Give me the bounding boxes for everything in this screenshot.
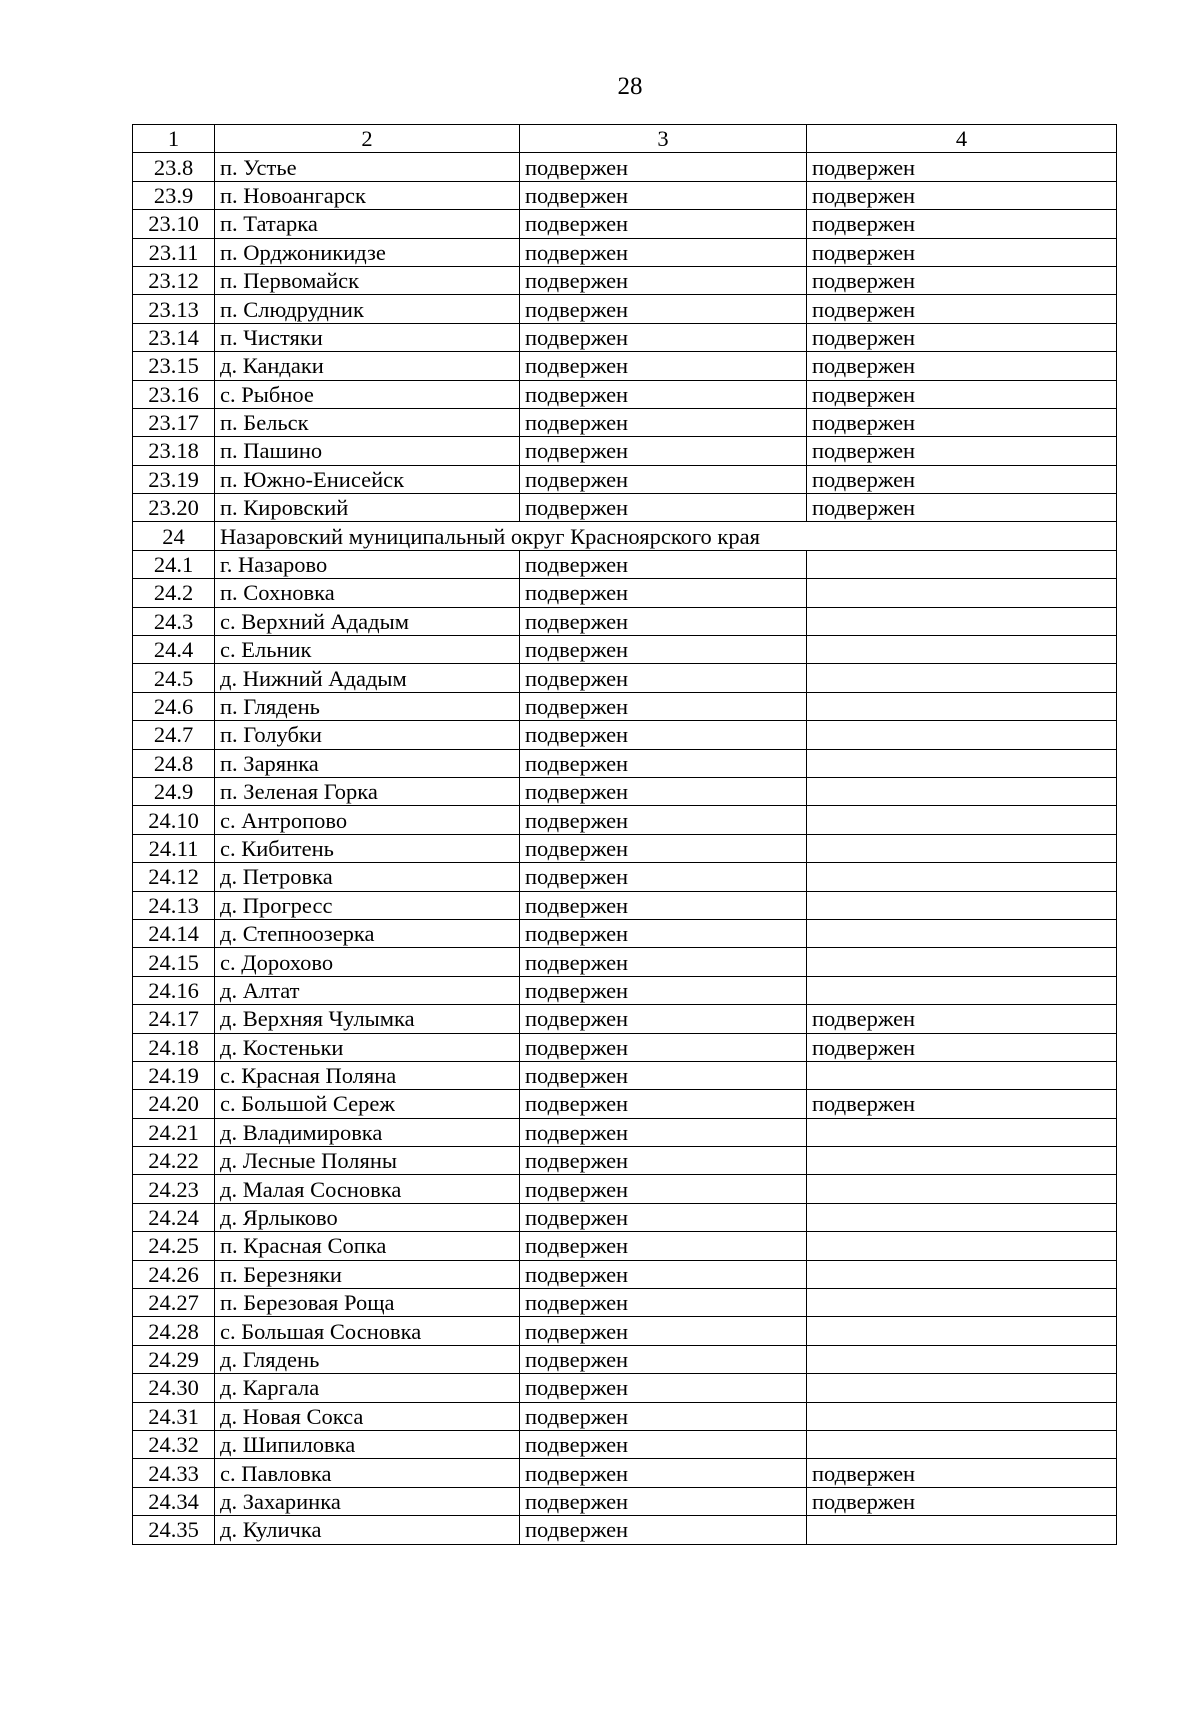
table-row <box>133 1402 1117 1430</box>
settlement-name-cell: д. Ярлыково <box>215 1203 520 1231</box>
settlement-name-cell: д. Глядень <box>215 1345 520 1373</box>
col3-cell: подвержен <box>520 323 807 351</box>
col3-cell: подвержен <box>520 1374 807 1402</box>
col3-cell: подвержен <box>520 749 807 777</box>
settlement-name-cell: д. Лесные Поляны <box>215 1147 520 1175</box>
col4-cell: подвержен <box>807 1459 1117 1487</box>
col3-cell: подвержен <box>520 1147 807 1175</box>
table-row <box>133 607 1117 635</box>
col4-cell: подвержен <box>807 1487 1117 1515</box>
col4-cell <box>807 1402 1117 1430</box>
table-row <box>133 777 1117 805</box>
table-row <box>133 863 1117 891</box>
row-number-cell: 23.15 <box>133 352 215 380</box>
col4-cell: подвержен <box>807 153 1117 181</box>
col4-cell: подвержен <box>807 352 1117 380</box>
row-number-cell: 24.19 <box>133 1061 215 1089</box>
row-number-cell: 23.8 <box>133 153 215 181</box>
col3-cell: подвержен <box>520 295 807 323</box>
col4-cell <box>807 1175 1117 1203</box>
col3-cell: подвержен <box>520 1005 807 1033</box>
row-number-cell: 24.12 <box>133 863 215 891</box>
settlement-name-cell: с. Дорохово <box>215 948 520 976</box>
table-row <box>133 380 1117 408</box>
col3-cell: подвержен <box>520 891 807 919</box>
col4-cell <box>807 777 1117 805</box>
col4-cell <box>807 1430 1117 1458</box>
table-row <box>133 692 1117 720</box>
row-number-cell: 24.18 <box>133 1033 215 1061</box>
col4-cell <box>807 948 1117 976</box>
col3-cell: подвержен <box>520 1033 807 1061</box>
col3-cell: подвержен <box>520 465 807 493</box>
col3-cell: подвержен <box>520 806 807 834</box>
settlement-name-cell: д. Кандаки <box>215 352 520 380</box>
col4-cell: подвержен <box>807 408 1117 436</box>
col4-cell <box>807 1317 1117 1345</box>
col3-cell: подвержен <box>520 266 807 294</box>
col3-cell: подвержен <box>520 550 807 578</box>
settlement-name-cell: п. Новоангарск <box>215 181 520 209</box>
section-row <box>133 522 1117 550</box>
col4-cell <box>807 1147 1117 1175</box>
col4-cell <box>807 1374 1117 1402</box>
row-number-cell: 23.18 <box>133 437 215 465</box>
col3-cell: подвержен <box>520 1402 807 1430</box>
col4-cell <box>807 1345 1117 1373</box>
row-number-cell: 24.33 <box>133 1459 215 1487</box>
settlement-name-cell: д. Прогресс <box>215 891 520 919</box>
col4-cell <box>807 1516 1117 1544</box>
settlement-name-cell: с. Большой Сереж <box>215 1090 520 1118</box>
row-number-cell: 24.26 <box>133 1260 215 1288</box>
settlement-name-cell: д. Куличка <box>215 1516 520 1544</box>
table-row <box>133 1487 1117 1515</box>
row-number-cell: 24.10 <box>133 806 215 834</box>
col4-cell: подвержен <box>807 323 1117 351</box>
row-number-cell: 24.30 <box>133 1374 215 1402</box>
col4-cell: подвержен <box>807 238 1117 266</box>
col3-cell: подвержен <box>520 1430 807 1458</box>
col4-cell <box>807 692 1117 720</box>
table-row <box>133 1061 1117 1089</box>
col3-cell: подвержен <box>520 607 807 635</box>
table-row <box>133 352 1117 380</box>
table-row <box>133 1203 1117 1231</box>
settlement-name-cell: д. Шипиловка <box>215 1430 520 1458</box>
table-row <box>133 919 1117 947</box>
row-number-cell: 24.17 <box>133 1005 215 1033</box>
row-number-cell: 24.2 <box>133 579 215 607</box>
table-row <box>133 408 1117 436</box>
row-number-cell: 24.25 <box>133 1232 215 1260</box>
settlement-name-cell: д. Степноозерка <box>215 919 520 947</box>
col3-cell: подвержен <box>520 1459 807 1487</box>
col4-cell <box>807 1232 1117 1260</box>
col4-cell: подвержен <box>807 494 1117 522</box>
col4-cell <box>807 919 1117 947</box>
settlement-name-cell: п. Сохновка <box>215 579 520 607</box>
row-number-cell: 23.9 <box>133 181 215 209</box>
col4-cell: подвержен <box>807 437 1117 465</box>
settlement-name-cell: д. Верхняя Чулымка <box>215 1005 520 1033</box>
table-row <box>133 891 1117 919</box>
row-number-cell: 24.27 <box>133 1289 215 1317</box>
row-number-cell: 24.20 <box>133 1090 215 1118</box>
row-number-cell: 24.29 <box>133 1345 215 1373</box>
table-row <box>133 948 1117 976</box>
settlement-name-cell: п. Глядень <box>215 692 520 720</box>
row-number-cell: 24 <box>133 522 215 550</box>
settlement-name-cell: п. Орджоникидзе <box>215 238 520 266</box>
row-number-cell: 23.16 <box>133 380 215 408</box>
row-number-cell: 24.15 <box>133 948 215 976</box>
table-row <box>133 153 1117 181</box>
col4-cell <box>807 636 1117 664</box>
row-number-cell: 24.1 <box>133 550 215 578</box>
settlement-name-cell: с. Павловка <box>215 1459 520 1487</box>
settlement-name-cell: с. Рыбное <box>215 380 520 408</box>
settlement-name-cell: д. Алтат <box>215 976 520 1004</box>
settlement-name-cell: д. Нижний Ададым <box>215 664 520 692</box>
col4-cell: подвержен <box>807 1090 1117 1118</box>
row-number-cell: 24.9 <box>133 777 215 805</box>
row-number-cell: 24.23 <box>133 1175 215 1203</box>
table-row <box>133 664 1117 692</box>
table-row <box>133 749 1117 777</box>
row-number-cell: 23.11 <box>133 238 215 266</box>
settlement-name-cell: с. Кибитень <box>215 834 520 862</box>
col4-cell: подвержен <box>807 380 1117 408</box>
col4-cell <box>807 579 1117 607</box>
table-row <box>133 1374 1117 1402</box>
settlement-name-cell: д. Костеньки <box>215 1033 520 1061</box>
table-row <box>133 1430 1117 1458</box>
col3-cell: подвержен <box>520 181 807 209</box>
table-row <box>133 1516 1117 1544</box>
page-number: 28 <box>617 73 643 100</box>
section-title-cell: Назаровский муниципальный округ Красноярского края <box>215 522 1117 550</box>
col3-cell: подвержен <box>520 1317 807 1345</box>
row-number-cell: 23.20 <box>133 494 215 522</box>
row-number-cell: 24.21 <box>133 1118 215 1146</box>
table-row <box>133 1260 1117 1288</box>
table-row <box>133 636 1117 664</box>
col4-cell <box>807 976 1117 1004</box>
col4-cell <box>807 1118 1117 1146</box>
col3-cell: подвержен <box>520 1203 807 1231</box>
col3-cell: подвержен <box>520 579 807 607</box>
table-row <box>133 834 1117 862</box>
col4-cell <box>807 806 1117 834</box>
col4-cell <box>807 1061 1117 1089</box>
settlement-name-cell: п. Зарянка <box>215 749 520 777</box>
settlement-name-cell: п. Татарка <box>215 210 520 238</box>
row-number-cell: 24.14 <box>133 919 215 947</box>
col3-cell: подвержен <box>520 1487 807 1515</box>
table-row <box>133 437 1117 465</box>
table-row <box>133 323 1117 351</box>
settlement-name-cell: д. Захаринка <box>215 1487 520 1515</box>
row-number-cell: 24.16 <box>133 976 215 1004</box>
col4-cell <box>807 1203 1117 1231</box>
col3-cell: подвержен <box>520 238 807 266</box>
settlement-name-cell: п. Березовая Роща <box>215 1289 520 1317</box>
table-row <box>133 238 1117 266</box>
table-row <box>133 1289 1117 1317</box>
col3-cell: подвержен <box>520 380 807 408</box>
row-number-cell: 24.35 <box>133 1516 215 1544</box>
col3-cell: подвержен <box>520 1289 807 1317</box>
table-row <box>133 1090 1117 1118</box>
col4-cell <box>807 664 1117 692</box>
settlement-name-cell: с. Красная Поляна <box>215 1061 520 1089</box>
table-row <box>133 1118 1117 1146</box>
header-cell-3: 3 <box>520 125 807 153</box>
col4-cell: подвержен <box>807 210 1117 238</box>
row-number-cell: 24.22 <box>133 1147 215 1175</box>
row-number-cell: 24.3 <box>133 607 215 635</box>
row-number-cell: 23.19 <box>133 465 215 493</box>
col3-cell: подвержен <box>520 976 807 1004</box>
table-row <box>133 494 1117 522</box>
table-row <box>133 1175 1117 1203</box>
col4-cell <box>807 1260 1117 1288</box>
table-row <box>133 721 1117 749</box>
col3-cell: подвержен <box>520 777 807 805</box>
table-row <box>133 550 1117 578</box>
settlements-table <box>132 124 1117 1545</box>
table-row <box>133 1459 1117 1487</box>
row-number-cell: 24.13 <box>133 891 215 919</box>
col3-cell: подвержен <box>520 636 807 664</box>
col3-cell: подвержен <box>520 948 807 976</box>
row-number-cell: 24.31 <box>133 1402 215 1430</box>
settlement-name-cell: п. Чистяки <box>215 323 520 351</box>
settlement-name-cell: д. Петровка <box>215 863 520 891</box>
settlement-name-cell: г. Назарово <box>215 550 520 578</box>
col3-cell: подвержен <box>520 1090 807 1118</box>
settlement-name-cell: п. Красная Сопка <box>215 1232 520 1260</box>
col3-cell: подвержен <box>520 1232 807 1260</box>
table-row <box>133 806 1117 834</box>
table-row <box>133 295 1117 323</box>
col4-cell: подвержен <box>807 181 1117 209</box>
col3-cell: подвержен <box>520 1260 807 1288</box>
row-number-cell: 24.5 <box>133 664 215 692</box>
col3-cell: подвержен <box>520 1175 807 1203</box>
settlement-name-cell: п. Пашино <box>215 437 520 465</box>
settlement-name-cell: с. Верхний Ададым <box>215 607 520 635</box>
row-number-cell: 23.10 <box>133 210 215 238</box>
header-cell-2: 2 <box>215 125 520 153</box>
table-row <box>133 181 1117 209</box>
header-cell-1: 1 <box>133 125 215 153</box>
col4-cell <box>807 1289 1117 1317</box>
settlement-name-cell: п. Бельск <box>215 408 520 436</box>
table-row <box>133 210 1117 238</box>
col3-cell: подвержен <box>520 1118 807 1146</box>
col4-cell: подвержен <box>807 465 1117 493</box>
col3-cell: подвержен <box>520 919 807 947</box>
col3-cell: подвержен <box>520 1061 807 1089</box>
settlement-name-cell: п. Устье <box>215 153 520 181</box>
col4-cell <box>807 863 1117 891</box>
col3-cell: подвержен <box>520 692 807 720</box>
row-number-cell: 23.14 <box>133 323 215 351</box>
table-body <box>133 153 1117 1544</box>
settlement-name-cell: д. Малая Сосновка <box>215 1175 520 1203</box>
settlement-name-cell: п. Голубки <box>215 721 520 749</box>
col4-cell <box>807 749 1117 777</box>
header-cell-4: 4 <box>807 125 1117 153</box>
table-row <box>133 1317 1117 1345</box>
col4-cell <box>807 607 1117 635</box>
table-row <box>133 266 1117 294</box>
row-number-cell: 24.8 <box>133 749 215 777</box>
col3-cell: подвержен <box>520 210 807 238</box>
row-number-cell: 24.32 <box>133 1430 215 1458</box>
row-number-cell: 24.4 <box>133 636 215 664</box>
row-number-cell: 24.6 <box>133 692 215 720</box>
settlement-name-cell: п. Березняки <box>215 1260 520 1288</box>
row-number-cell: 23.13 <box>133 295 215 323</box>
settlement-name-cell: с. Антропово <box>215 806 520 834</box>
table-row <box>133 1147 1117 1175</box>
col4-cell: подвержен <box>807 1033 1117 1061</box>
col4-cell: подвержен <box>807 295 1117 323</box>
settlement-name-cell: п. Первомайск <box>215 266 520 294</box>
settlement-name-cell: д. Новая Сокса <box>215 1402 520 1430</box>
col3-cell: подвержен <box>520 1345 807 1373</box>
header-row <box>133 125 1117 153</box>
col3-cell: подвержен <box>520 664 807 692</box>
row-number-cell: 24.28 <box>133 1317 215 1345</box>
col3-cell: подвержен <box>520 1516 807 1544</box>
settlement-name-cell: п. Южно-Енисейск <box>215 465 520 493</box>
col3-cell: подвержен <box>520 437 807 465</box>
row-number-cell: 23.12 <box>133 266 215 294</box>
table-row <box>133 976 1117 1004</box>
table-row <box>133 465 1117 493</box>
col3-cell: подвержен <box>520 153 807 181</box>
row-number-cell: 24.7 <box>133 721 215 749</box>
col3-cell: подвержен <box>520 352 807 380</box>
row-number-cell: 24.34 <box>133 1487 215 1515</box>
settlement-name-cell: с. Ельник <box>215 636 520 664</box>
col4-cell <box>807 550 1117 578</box>
settlement-name-cell: д. Каргала <box>215 1374 520 1402</box>
row-number-cell: 23.17 <box>133 408 215 436</box>
col3-cell: подвержен <box>520 834 807 862</box>
settlement-name-cell: д. Владимировка <box>215 1118 520 1146</box>
col4-cell <box>807 834 1117 862</box>
table-row <box>133 1232 1117 1260</box>
row-number-cell: 24.24 <box>133 1203 215 1231</box>
table-row <box>133 1033 1117 1061</box>
col4-cell: подвержен <box>807 266 1117 294</box>
settlement-name-cell: п. Зеленая Горка <box>215 777 520 805</box>
settlement-name-cell: п. Слюдрудник <box>215 295 520 323</box>
col4-cell: подвержен <box>807 1005 1117 1033</box>
col3-cell: подвержен <box>520 408 807 436</box>
settlement-name-cell: п. Кировский <box>215 494 520 522</box>
table-row <box>133 1005 1117 1033</box>
col4-cell <box>807 721 1117 749</box>
row-number-cell: 24.11 <box>133 834 215 862</box>
table-row <box>133 1345 1117 1373</box>
col3-cell: подвержен <box>520 721 807 749</box>
settlement-name-cell: с. Большая Сосновка <box>215 1317 520 1345</box>
col3-cell: подвержен <box>520 863 807 891</box>
col3-cell: подвержен <box>520 494 807 522</box>
col4-cell <box>807 891 1117 919</box>
table-row <box>133 579 1117 607</box>
